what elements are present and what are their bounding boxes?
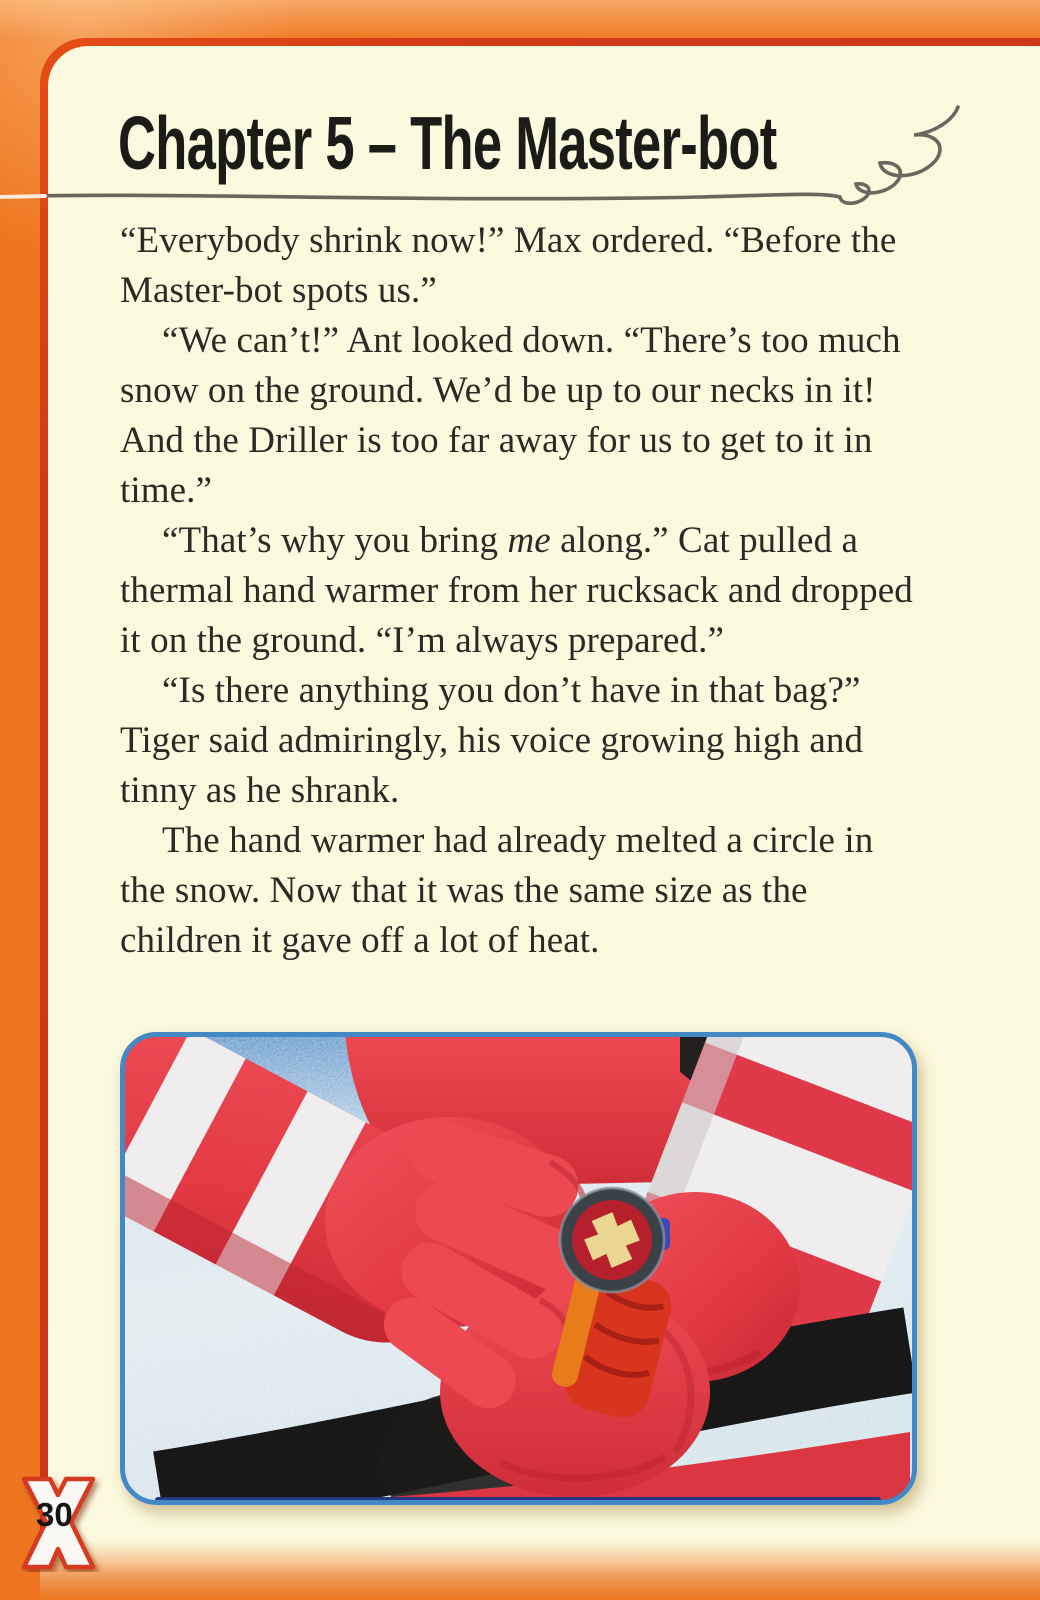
story-paragraph: “Is there anything you don’t have in that bag?” Tiger said admiringly, his voice growing high and tinny as he shrank. — [120, 670, 864, 811]
chapter-title: Chapter 5 – The Master-bot — [118, 101, 777, 185]
page-number: 30 — [36, 1496, 73, 1533]
title-rule-highlight — [0, 196, 45, 197]
story-paragraph: The hand warmer had already melted a circle in the snow. Now that it was the same size as the children it gave off a lot of heat. — [120, 820, 874, 961]
story-paragraph: “We can’t!” Ant looked down. “There’s too much snow on the ground. We’d be up to our necks in it! And the Driller is too far away for us to get to it in time.” — [120, 320, 901, 511]
story-paragraph: “Everybody shrink now!” Max ordered. “Before the Master-bot spots us.” — [120, 220, 897, 311]
story-text — [120, 216, 920, 966]
story-paragraph: “That’s why you bring me along.” Cat pulled a thermal hand warmer from her rucksack and dropped it on the ground. “I’m always prepared.” — [120, 520, 913, 661]
page-bottom-fade — [40, 1540, 1040, 1600]
story-illustration — [120, 1032, 917, 1505]
